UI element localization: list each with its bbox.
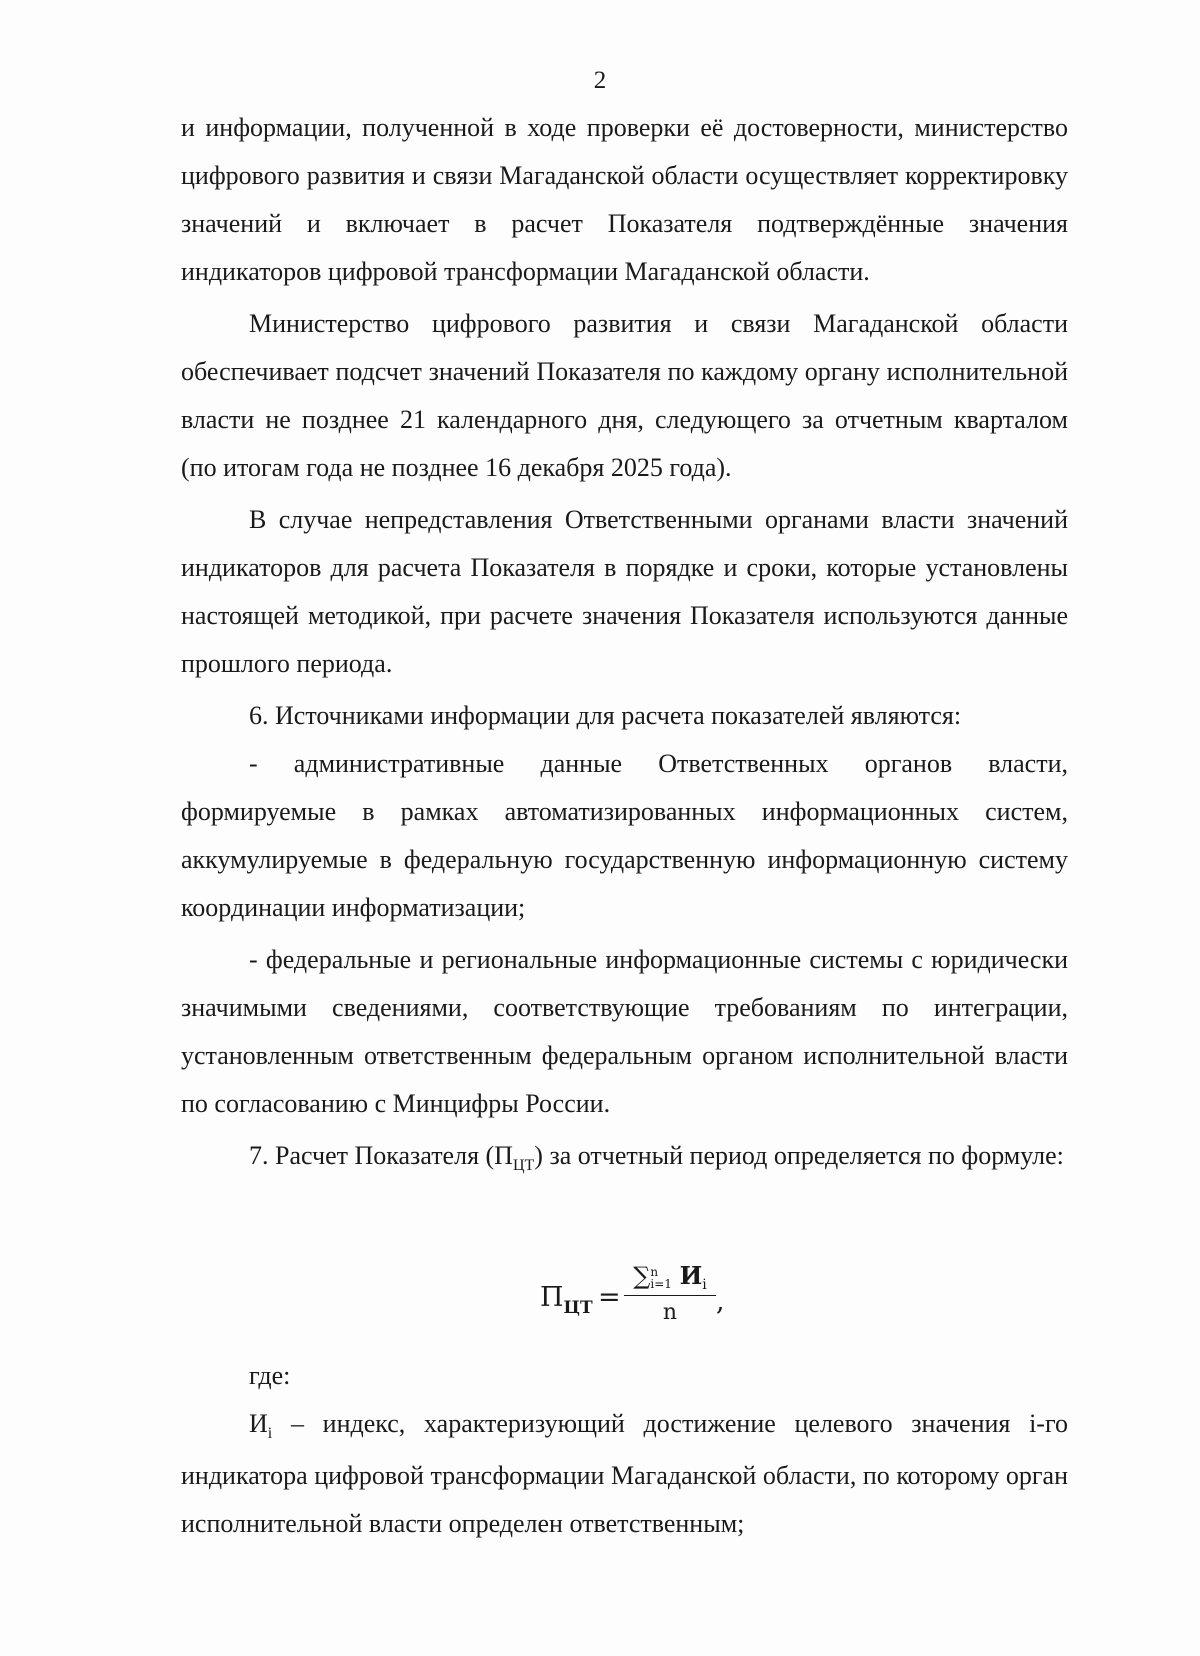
formula-lhs <box>540 1282 593 1318</box>
formula-comma: , <box>716 1286 725 1317</box>
sum-lower-limit: i=1 <box>650 1276 672 1291</box>
text-block-lower <box>181 1352 1068 1548</box>
page-number: 2 <box>593 67 607 94</box>
formula-numerator <box>624 1258 716 1294</box>
list-item-administrative-data: - административные данные Ответственных органов власти, формируемые в рамках автоматизированных информационных систем, аккумулируемые в федеральную государственную информационную систему координации информатизации; <box>181 749 1068 922</box>
sum-term: И <box>679 1261 703 1290</box>
paragraph-sources-heading: 6. Источниками информации для расчета показателей являются: <box>249 701 962 730</box>
formula-fraction <box>624 1258 716 1326</box>
definition-subscript: i <box>267 1425 273 1442</box>
calc-intro-before: 7. Расчет Показателя (П <box>249 1141 513 1170</box>
fraction-bar <box>624 1295 716 1296</box>
formula-denominator: n <box>662 1300 678 1325</box>
calc-intro-after: ) за отчетный период определяется по формуле: <box>534 1141 1064 1170</box>
definition-text: – индекс, характеризующий достижение целевого значения i-го индикатора цифровой трансформации Магаданской области, по которому орган исполнительной власти определен ответственным; <box>181 1409 1068 1538</box>
sum-term-subscript: i <box>702 1277 707 1293</box>
paragraph-index-definition <box>181 1400 1068 1548</box>
definition-symbol: И <box>249 1409 268 1438</box>
paragraph-calculation-intro <box>181 1132 1068 1184</box>
sum-limits <box>650 1266 672 1290</box>
formula-equals: = <box>598 1282 621 1313</box>
calc-intro-subscript: ЦТ <box>512 1157 535 1174</box>
sum-symbol: ∑ <box>633 1262 651 1290</box>
text-block-upper <box>181 104 1068 1184</box>
formula-row <box>0 1258 1200 1338</box>
list-item-information-systems: - федеральные и региональные информационные системы с юридически значимыми сведениями, соответствующие требованиям по интеграции, установленным ответственным федеральным органом исполнительной власти по согласованию с Минцифры России. <box>181 945 1068 1118</box>
formula-lhs-subscript: ЦТ <box>563 1298 593 1318</box>
paragraph-ministry-count: Министерство цифрового развития и связи Магаданской области обеспечивает подсчет значений Показателя по каждому органу исполнительной власти не позднее 21 календарного дня, следующего за отчетным кварталом (по итогам года не позднее 16 декабря 2025 года). <box>181 309 1068 482</box>
paragraph-where: где: <box>249 1361 291 1390</box>
sum-upper-limit: n <box>650 1264 659 1279</box>
formula-lhs-symbol: П <box>540 1282 564 1313</box>
paragraph-missing-values: В случае непредставления Ответственными органами власти значений индикаторов для расчета Показателя в порядке и сроки, которые установлены настоящей методикой, при расчете значения Показателя используются данные прошлого периода. <box>181 505 1068 678</box>
paragraph-correction: и информации, полученной в ходе проверки её достоверности, министерство цифрового развития и связи Магаданской области осуществляет корректировку значений и включает в расчет Показателя подтверждённые значения индикаторов цифровой трансформации Магаданской области. <box>181 113 1068 286</box>
